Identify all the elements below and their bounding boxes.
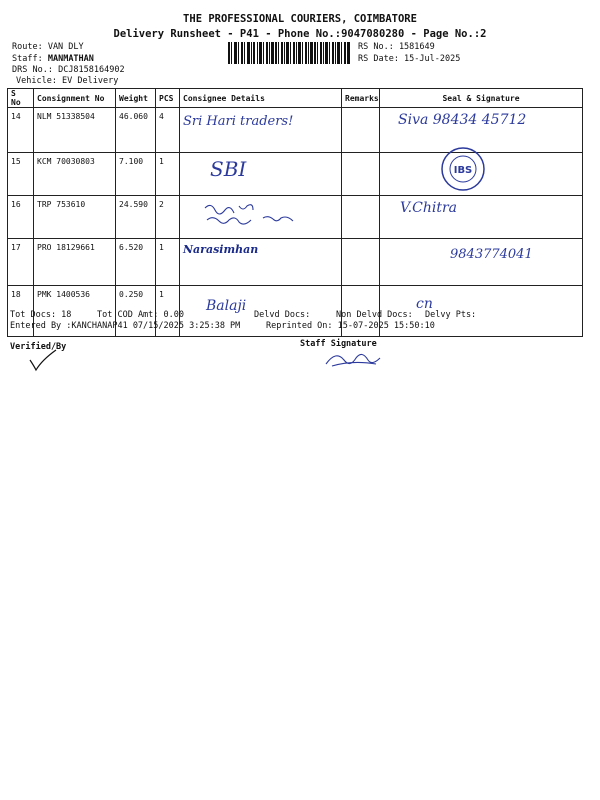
cell-consignment: KCM 70030803 [34,153,116,196]
cell-consignment: PMK 1400536 [34,286,116,337]
col-header-signature: Seal & Signature [380,89,583,108]
cell-sno: 18 [8,286,34,337]
cell-pcs: 4 [156,108,180,153]
vehicle-text: Vehicle: EV Delivery [16,76,119,86]
table-header-row [8,89,583,108]
cell-sno: 16 [8,196,34,239]
cell-signature: V.Chitra [380,196,583,239]
cell-consignment: PRO 18129661 [34,239,116,286]
consignee-handwriting [183,200,333,228]
cell-remarks [342,108,380,153]
staff-label: Staff: [12,54,43,64]
seal-text: IBS [453,165,473,176]
cell-signature: Siva 98434 45712 [380,108,583,153]
cell-sno: 14 [8,108,34,153]
cell-weight: 24.590 [116,196,156,239]
col-header-pcs: PCS [156,89,180,108]
cell-pcs: 1 [156,239,180,286]
col-header-weight: Weight [116,89,156,108]
col-header-remarks: Remarks [342,89,380,108]
route-text: Route: VAN DLY [12,42,84,52]
col-header-sno: S No [8,89,34,108]
cell-pcs: 1 [156,153,180,196]
staff-signature-mark [322,346,384,370]
rs-date: RS Date: 15-Jul-2025 [358,54,461,64]
cell-weight: 0.250 [116,286,156,337]
cell-signature: 9843774041 [380,239,583,286]
col-header-consignment: Consignment No [34,89,116,108]
cell-consignee: Sri Hari traders! [180,108,342,153]
staff-value: MANMATHAN [47,54,94,64]
cell-pcs: 2 [156,196,180,239]
staff-signature-label: Staff Signature [300,339,377,349]
runsheet-title: Delivery Runsheet - P41 - Phone No.:9047080280 - Page No.:2 [113,28,487,40]
total-docs: Tot Docs: 18 [10,310,72,320]
cell-pcs: 1 [156,286,180,337]
drs-value: DCJ8158164902 [58,65,125,75]
cell-consignee: SBI [180,153,342,196]
col-header-consignee: Consignee Details [180,89,342,108]
company-title: THE PROFESSIONAL COURIERS, COIMBATORE [183,13,417,25]
cell-consignee: Narasimhan [180,239,342,286]
cell-consignment: NLM 51338504 [34,108,116,153]
table-row [8,239,583,286]
verified-signature [26,348,60,372]
delivered-docs: Delvd Docs: [254,310,311,320]
cell-weight: 6.520 [116,239,156,286]
table-row [8,153,583,196]
cell-remarks [342,196,380,239]
rs-number: RS No.: 1581649 [358,42,435,52]
verified-by-label: Verified/By [10,342,67,352]
cell-sno: 15 [8,153,34,196]
delivery-points: Delvy Pts: [425,310,477,320]
table-row [8,196,583,239]
cell-remarks [342,153,380,196]
drs-label: DRS No.: [12,65,53,75]
company-seal-stamp [428,145,498,191]
cell-consignee [180,196,342,239]
entered-by: Entered By :KANCHANAP41 07/15/2025 3:25:38 PM [10,321,241,331]
cell-signature [380,153,583,196]
cell-consignment: TRP 753610 [34,196,116,239]
barcode-image [228,42,350,64]
cell-signature: cn [380,286,583,337]
runsheet-table [7,88,583,337]
cell-weight: 7.100 [116,153,156,196]
cell-remarks [342,239,380,286]
cell-sno: 17 [8,239,34,286]
non-delivered-docs: Non Delvd Docs: [336,310,413,320]
drs-line [12,65,125,75]
reprinted-on: Reprinted On: 15-07-2025 15:50:10 [266,321,435,331]
staff-line [12,54,94,64]
cell-consignee: Balaji [180,286,342,337]
total-cod-amount: Tot COD Amt: 0.00 [97,310,184,320]
cell-weight: 46.060 [116,108,156,153]
